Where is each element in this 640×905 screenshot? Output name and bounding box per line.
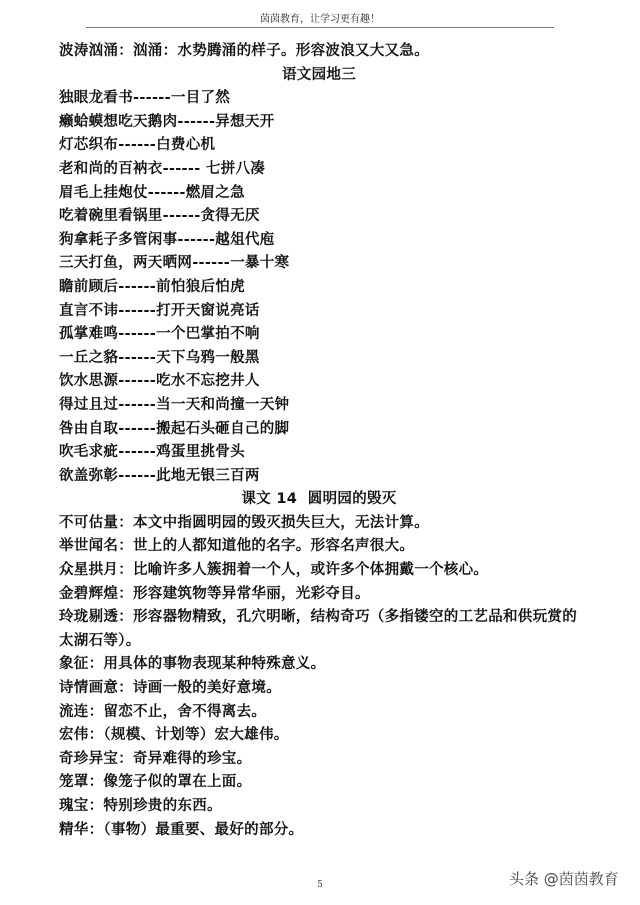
vocabulary-line: 得过且过------当一天和尚撞一天钟 bbox=[59, 396, 290, 413]
vocabulary-line: 癞蛤蟆想吃天鹅肉------异想天开 bbox=[59, 113, 275, 130]
section-heading: 语文园地三 bbox=[282, 66, 356, 83]
vocabulary-line: 玲珑剔透：形容器物精致，孔穴明晰，结构奇巧（多指镂空的工艺品和供玩赏的太湖石等）。 bbox=[59, 609, 577, 649]
vocabulary-line: 一丘之貉------天下乌鸦一般黑 bbox=[59, 349, 260, 366]
vocabulary-line: 众星拱月：比喻许多人簇拥着一个人，或许多个体拥戴一个核心。 bbox=[59, 562, 489, 579]
document-body bbox=[59, 40, 579, 842]
vocabulary-line: 老和尚的百衲衣------ 七拼八凑 bbox=[59, 160, 266, 177]
vocabulary-line: 举世闻名：世上的人都知道他的名字。形容名声很大。 bbox=[59, 538, 415, 555]
vocabulary-line: 独眼龙看书------一目了然 bbox=[59, 90, 231, 107]
vocabulary-line: 宏伟：（规模、计划等）宏大雄伟。 bbox=[59, 727, 289, 744]
vocabulary-line: 金碧辉煌：形容建筑物等异常华丽，光彩夺目。 bbox=[59, 585, 370, 602]
vocabulary-line: 不可估量：本文中指圆明园的毁灭损失巨大，无法计算。 bbox=[59, 514, 429, 531]
vocabulary-line: 欲盖弥彰------此地无银三百两 bbox=[59, 467, 260, 484]
vocabulary-line: 吹毛求疵------鸡蛋里挑骨头 bbox=[59, 444, 245, 461]
vocabulary-line: 直言不讳------打开天窗说亮话 bbox=[59, 302, 260, 319]
page-number: 5 bbox=[317, 880, 323, 890]
watermark: 头条 @茵茵教育 bbox=[509, 870, 619, 888]
vocabulary-line: 三天打鱼，两天晒网------一暴十寒 bbox=[59, 255, 290, 272]
page-header: 茵茵教育，让学习更有趣！ bbox=[260, 14, 380, 25]
header-rule bbox=[86, 27, 554, 28]
vocabulary-line: 波涛汹涌：汹涌：水势腾涌的样子。形容波浪又大又急。 bbox=[59, 43, 429, 59]
vocabulary-line: 饮水思源------吃水不忘挖井人 bbox=[59, 373, 260, 390]
vocabulary-line: 瑰宝：特别珍贵的东西。 bbox=[59, 798, 222, 814]
vocabulary-line: 诗情画意：诗画一般的美好意境。 bbox=[59, 680, 281, 697]
vocabulary-line: 狗拿耗子多管闲事------越俎代庖 bbox=[59, 231, 275, 248]
vocabulary-line: 瞻前顾后------前怕狼后怕虎 bbox=[59, 278, 245, 295]
vocabulary-line: 吃着碗里看锅里------贪得无厌 bbox=[59, 208, 260, 225]
vocabulary-line: 咎由自取------搬起石头砸自己的脚 bbox=[59, 420, 290, 437]
vocabulary-line: 象征：用具体的事物表现某种特殊意义。 bbox=[59, 656, 326, 673]
vocabulary-line: 孤掌难鸣------一个巴掌拍不响 bbox=[59, 326, 260, 343]
vocabulary-line: 流连：留恋不止，舍不得离去。 bbox=[59, 703, 267, 720]
vocabulary-line: 奇珍异宝：奇异难得的珍宝。 bbox=[59, 750, 252, 767]
vocabulary-line: 灯芯织布------白费心机 bbox=[59, 137, 216, 154]
vocabulary-line: 笼罩：像笼子似的罩在上面。 bbox=[59, 774, 252, 791]
vocabulary-line: 眉毛上挂炮仗------燃眉之急 bbox=[59, 184, 245, 201]
vocabulary-line: 精华：（事物）最重要、最好的部分。 bbox=[59, 821, 304, 838]
section-heading: 课文 14 圆明园的毁灭 bbox=[241, 491, 397, 508]
